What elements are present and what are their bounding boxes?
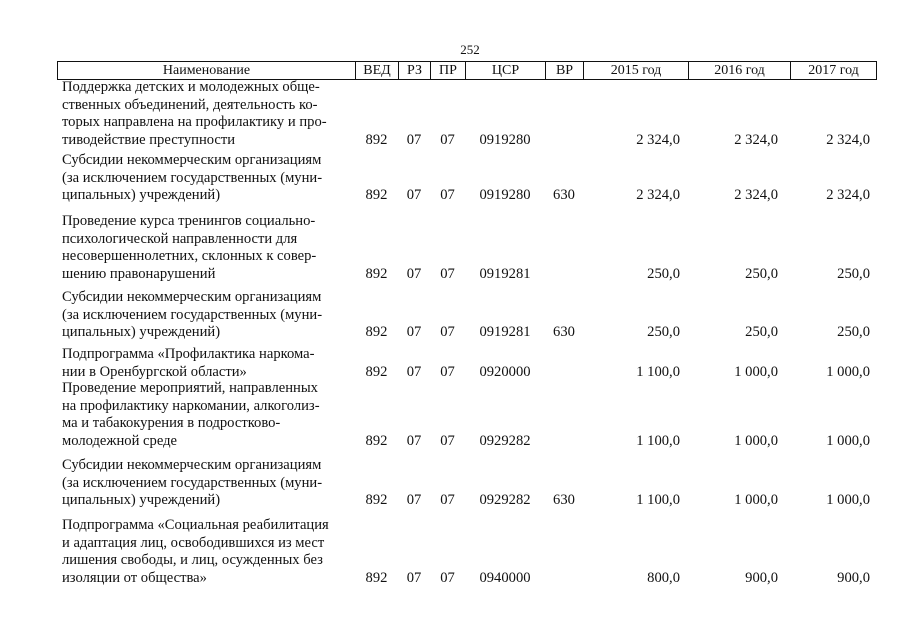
cell-2015: 250,0 [647, 265, 680, 282]
row-name-line: (за исключением государственных (муни- [62, 306, 323, 323]
row-values [0, 266, 905, 284]
cell-ved: 892 [365, 363, 388, 380]
table-header [57, 61, 877, 80]
row-name-line: Поддержка детских и молодежных обще- [62, 79, 320, 95]
row-name-line: Проведение курса тренингов социально- [62, 213, 316, 229]
row-name-line: несовершеннолетних, склонных к совер- [62, 248, 317, 265]
header-2015: 2015 год [583, 62, 688, 79]
cell-2017: 1 000,0 [826, 432, 870, 449]
cell-2015: 800,0 [647, 569, 680, 586]
header-2017: 2017 год [790, 62, 877, 79]
cell-pr: 07 [440, 569, 455, 586]
cell-rz: 07 [406, 569, 422, 586]
cell-2017: 2 324,0 [826, 131, 870, 148]
row-name-line: ципальных) учреждений) [62, 187, 221, 204]
row-name-line: молодежной среде [62, 432, 178, 449]
cell-rz: 07 [406, 432, 422, 449]
cell-2015: 250,0 [647, 324, 680, 341]
row-name-line: нии в Оренбургской области» [62, 363, 247, 380]
header-2016: 2016 год [688, 62, 790, 79]
cell-pr: 07 [440, 265, 455, 282]
cell-pr: 07 [440, 324, 455, 341]
row-name-line: ципальных) учреждений) [62, 492, 221, 509]
header-csr: ЦСР [465, 62, 545, 79]
cell-csr: 0929282 [479, 432, 531, 449]
cell-vr: 630 [553, 324, 575, 341]
row-name-line: Подпрограмма «Социальная реабилитация [62, 517, 329, 533]
cell-2017: 250,0 [837, 324, 870, 341]
cell-ved: 892 [365, 131, 388, 148]
cell-2017: 900,0 [837, 569, 870, 586]
cell-ved: 892 [365, 265, 388, 282]
cell-ved: 892 [365, 324, 388, 341]
cell-2015: 1 100,0 [636, 363, 680, 380]
row-name-line: и адаптация лиц, освободившихся из мест [62, 534, 325, 551]
row-values [0, 132, 905, 150]
cell-csr: 0919280 [479, 187, 531, 204]
cell-2016: 1 000,0 [734, 492, 778, 509]
cell-pr: 07 [440, 363, 455, 380]
row-name-line: ма и табакокурения в подростково- [62, 415, 281, 432]
cell-ved: 892 [365, 187, 388, 204]
cell-2016: 250,0 [745, 324, 778, 341]
row-values [0, 187, 905, 205]
cell-pr: 07 [440, 432, 455, 449]
cell-rz: 07 [406, 131, 422, 148]
cell-csr: 0919281 [479, 265, 531, 282]
header-pr: ПР [430, 62, 465, 79]
cell-csr: 0919281 [479, 324, 531, 341]
row-name-line: Субсидии некоммерческим организациям [62, 289, 322, 305]
page-number: 252 [460, 42, 480, 57]
row-name-line: ственных объединений, деятельность ко- [62, 96, 318, 113]
cell-rz: 07 [406, 363, 422, 380]
row-name-line: Подпрограмма «Профилактика наркома- [62, 346, 315, 362]
cell-2017: 2 324,0 [826, 187, 870, 204]
row-values [0, 324, 905, 342]
cell-2016: 1 000,0 [734, 363, 778, 380]
row-name-line: лишения свободы, и лиц, осужденных без [62, 552, 323, 569]
row-values [0, 570, 905, 588]
cell-2015: 2 324,0 [636, 187, 680, 204]
cell-2016: 900,0 [745, 569, 778, 586]
row-name-line: шению правонарушений [62, 265, 216, 282]
row-values [0, 364, 905, 382]
row-values [0, 492, 905, 510]
header-vr: ВР [545, 62, 583, 79]
cell-2016: 2 324,0 [734, 131, 778, 148]
cell-rz: 07 [406, 492, 422, 509]
cell-pr: 07 [440, 131, 455, 148]
cell-vr: 630 [553, 492, 575, 509]
cell-2015: 2 324,0 [636, 131, 680, 148]
row-name-line: Субсидии некоммерческим организациям [62, 152, 322, 168]
cell-ved: 892 [365, 492, 388, 509]
cell-ved: 892 [365, 569, 388, 586]
cell-vr: 630 [553, 187, 575, 204]
cell-ved: 892 [365, 432, 388, 449]
cell-csr: 0919280 [479, 131, 531, 148]
cell-2015: 1 100,0 [636, 432, 680, 449]
header-ved: ВЕД [355, 62, 398, 79]
row-name-line: Проведение мероприятий, направленных [62, 380, 318, 396]
cell-rz: 07 [406, 324, 422, 341]
row-name-line: Субсидии некоммерческим организациям [62, 457, 322, 473]
cell-pr: 07 [440, 492, 455, 509]
cell-csr: 0929282 [479, 492, 531, 509]
cell-csr: 0940000 [479, 569, 531, 586]
cell-2017: 1 000,0 [826, 363, 870, 380]
row-name-line: психологической направленности для [62, 230, 298, 247]
row-name-line: на профилактику наркомании, алкоголиз- [62, 397, 320, 414]
row-name-line: (за исключением государственных (муни- [62, 474, 323, 491]
cell-2017: 250,0 [837, 265, 870, 282]
header-rz: РЗ [398, 62, 430, 79]
row-name-line: торых направлена на профилактику и про- [62, 114, 327, 131]
cell-2017: 1 000,0 [826, 492, 870, 509]
cell-2016: 250,0 [745, 265, 778, 282]
cell-2016: 1 000,0 [734, 432, 778, 449]
row-name-line: изоляции от общества» [62, 569, 207, 586]
row-name-line: ципальных) учреждений) [62, 324, 221, 341]
header-name: Наименование [57, 62, 355, 79]
cell-csr: 0920000 [479, 363, 531, 380]
cell-2015: 1 100,0 [636, 492, 680, 509]
cell-rz: 07 [406, 265, 422, 282]
cell-rz: 07 [406, 187, 422, 204]
row-name-line: (за исключением государственных (муни- [62, 169, 323, 186]
row-values [0, 433, 905, 451]
cell-pr: 07 [440, 187, 455, 204]
row-name-line: тиводействие преступности [62, 131, 236, 148]
cell-2016: 2 324,0 [734, 187, 778, 204]
